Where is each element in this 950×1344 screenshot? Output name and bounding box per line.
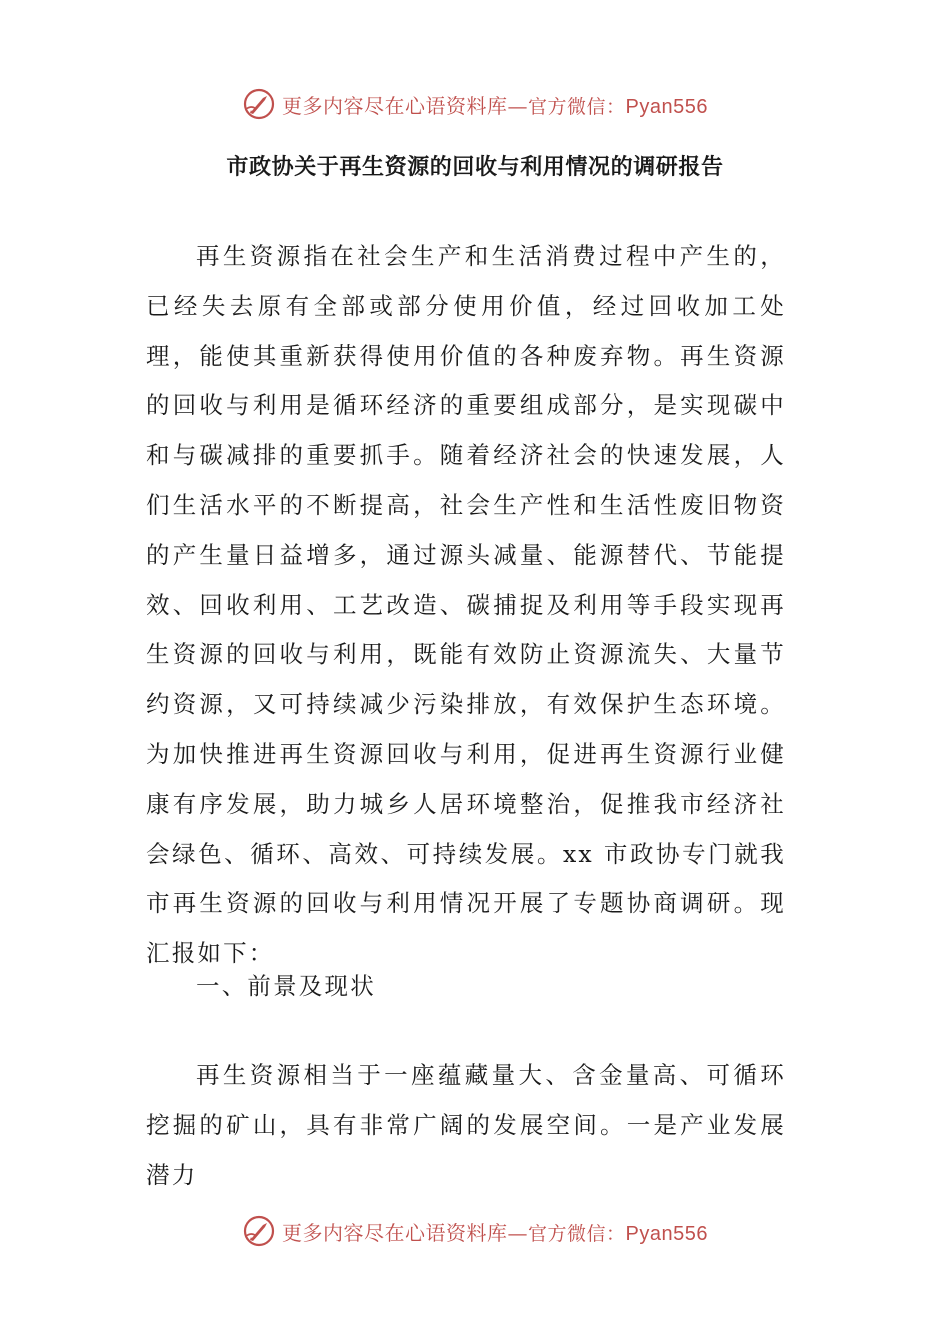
banner-text [282,90,708,119]
body-paragraph: 再生资源指在社会生产和生活消费过程中产生的，已经失去原有全部或部分使用价值，经过回收加工处理，能使其重新获得使用价值的各种废弃物。再生资源的回收与利用是循环经济的重要组成部分，是实现碳中和与碳减排的重要抓手。随着经济社会的快速发展，人们生活水平的不断提高，社会生产性和生活性废旧物资的产生量日益增多，通过源头减量、能源替代、节能提效、回收利用、工艺改造、碳捕捉及利用等手段实现再生资源的回收与利用，既能有效防止资源流失、大量节约资源，又可持续减少污染排放，有效保护生态环境。为加快推进再生资源回收与利用，促进再生资源行业健康有序发展，助力城乡人居环境整治，促推我市经济社会绿色、循环、高效、可持续发展。xx 市政协专门就我市再生资源的回收与利用情况开展了专题协商调研。现汇报如下： [146,242,786,968]
pen-nib-logo-icon [242,87,276,121]
section-heading: 一、前景及现状 [196,972,376,1000]
banner-dash: — [507,1220,528,1245]
footer-banner [0,1211,950,1251]
document-title: 市政协关于再生资源的回收与利用情况的调研报告 [226,154,724,180]
banner-text [282,1217,708,1246]
banner-wechat-label: 官方微信： [528,1222,626,1245]
banner-wechat-label: 官方微信： [528,95,626,118]
banner-slogan: 更多内容尽在心语资料库 [282,1220,508,1245]
body-paragraph: 再生资源相当于一座蕴藏量大、含金量高、可循环挖掘的矿山，具有非常广阔的发展空间。一是产业发展潜力 [146,1061,786,1189]
header-banner [0,84,950,124]
banner-dash: — [507,93,528,118]
banner-wechat-id: Pyan556 [625,1222,708,1245]
pen-nib-logo-icon [242,1214,276,1248]
banner-wechat-id: Pyan556 [625,95,708,118]
banner-slogan: 更多内容尽在心语资料库 [282,93,508,118]
